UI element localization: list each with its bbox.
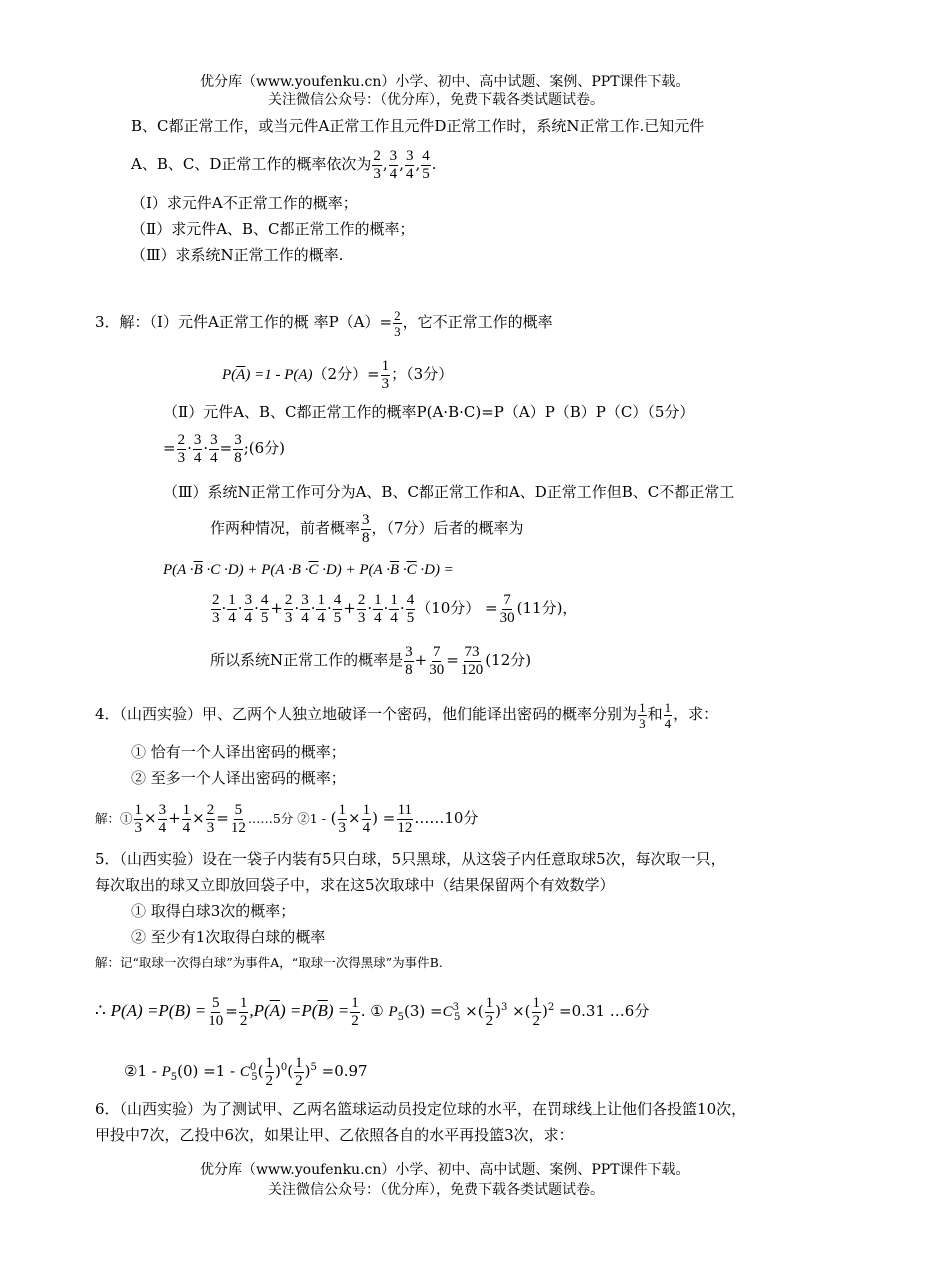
q4-line-1: 4．（山西实验）甲、乙两个人独立地破译一个密码，他们能译出密码的概率分别为 $\frac{1}{3}$ 和 $\frac{1}{4}$ ，求： <box>95 699 719 731</box>
fraction: $\frac{2}{3}$ <box>373 147 381 182</box>
fraction: $\frac{3}{4}$ <box>405 147 414 182</box>
s3-line-6: 作两种情况，前者概率 $\frac{3}{8}$ ，（7分）后者的概率为 <box>210 511 524 546</box>
q5-solution-intro: 解：记“取球一次得白球”为事件A，“取球一次得黑球”为事件B. <box>95 955 443 970</box>
s3-line-3: （Ⅱ）元件A、B、C都正常工作的概率P(A·B·C)=P（A）P（B）P（C）（5分） <box>163 403 695 421</box>
q2-sub-2: （Ⅱ）求元件A、B、C都正常工作的概率； <box>131 220 415 238</box>
q2-line-2: A、B、C、D正常工作的概率依次为 $\frac{2}{3}$ , $\frac{3}{4}$ , $\frac{3}{4}$ , $\frac{4}{5}$ . <box>131 147 437 182</box>
s3-line-9: 所以系统N正常工作的概率是 $\frac{3}{8}$ + $\frac{7}{30}$ = $\frac{73}{120}$ (12分) <box>210 643 532 678</box>
q5-eq-1: ∴ P(A) =P(B) = $\frac{5}{10}$ = $\frac{1}{2}$ $,P(\overline{A}) =P(\overline{B})$ = $\frac{1}{2}$ . ① $P_5(3) =C^3_5$ ×( $\frac{1}{2}$ )$^3$ ×( $\frac{1}{2}$ )$^2$ =0.31 …6分 <box>95 994 650 1029</box>
s3-line-1: 3．解：（Ⅰ）元件A正常工作的概 率P（A）= $\frac{2}{3}$ ，它不正常工作的概率 <box>95 307 553 339</box>
s3-line-2: $P(\overline{A}) =1 - P(A)(2$分）= $\frac{1}{3}$ ；（3分） <box>222 357 454 392</box>
q6-line-2: 甲投中7次，乙投中6次，如果让甲、乙依照各自的水平再投篮3次，求： <box>95 1126 574 1144</box>
footer-line-2: 关注微信公众号：（优分库），免费下载各类试题试卷。 <box>268 1182 604 1198</box>
header-line-2: 关注微信公众号：（优分库），免费下载各类试题试卷。 <box>268 92 604 108</box>
q6-line-1: 6．（山西实验）为了测试甲、乙两名篮球运动员投定位球的水平，在罚球线上让他们各投篮10次， <box>95 1100 747 1118</box>
q5-eq-2: ②1 - $P_5(0) =1 - C^0_5$( $\frac{1}{2}$ )$^0$( $\frac{1}{2}$ )$^5$ =0.97 <box>124 1054 368 1089</box>
fraction: $\frac{4}{5}$ <box>422 147 430 182</box>
q2-sub-1: （Ⅰ）求元件A不正常工作的概率； <box>131 194 358 212</box>
q2-line-2-text: A、B、C、D正常工作的概率依次为 <box>131 155 372 173</box>
header-line-1: 优分库（www.youfenku.cn）小学、初中、高中试题、案例、PPT课件下载。 <box>200 74 690 90</box>
q2-line-1: B、C都正常工作，或当元件A正常工作且元件D正常工作时，系统N正常工作.已知元件 <box>131 117 705 135</box>
q5-line-1: 5．（山西实验）设在一袋子内装有5只白球，5只黑球，从这袋子内任意取球5次，每次取一只， <box>95 850 726 868</box>
s3-line-5: （Ⅲ）系统N正常工作可分为A、B、C都正常工作和A、D正常工作但B、C不都正常工 <box>163 483 735 501</box>
q5-item-2: ② 至少有1次取得白球的概率 <box>131 928 326 946</box>
s3-line-4: = $\frac{2}{3}$ · $\frac{3}{4}$ · $\frac{3}{4}$ = $\frac{3}{8}$ ;(6分) <box>163 431 286 466</box>
q4-item-1: ① 恰有一个人译出密码的概率； <box>131 743 346 761</box>
q5-line-2: 每次取出的球又立即放回袋子中，求在这5次取球中（结果保留两个有效数学） <box>95 876 615 894</box>
s3-line-8: $\frac{2}{3}$ · $\frac{1}{4}$ · $\frac{3}{4}$ · $\frac{4}{5}$ + $\frac{2}{3}$ · $\frac{3}{4}$ · $\frac{1}{4}$ · $\frac{4}{5}$ + $\frac{2}{3}$ · $\frac{1}{4}$ · $\frac{1}{4}$ · $\frac{4}{5}$ （10分） = $\frac{7}{30}$ (11分)， <box>212 591 578 626</box>
q4-item-2: ② 至多一个人译出密码的概率； <box>131 769 346 787</box>
q4-solution: 解：① $\frac{1}{3}$ × $\frac{3}{4}$ + $\frac{1}{4}$ × $\frac{2}{3}$ = $\frac{5}{12}$ ……5分 ②1 - ( $\frac{1}{3}$ × $\frac{1}{4}$ ) = $\frac{11}{12}$ ……10分 <box>95 801 479 836</box>
footer-line-1: 优分库（www.youfenku.cn）小学、初中、高中试题、案例、PPT课件下载。 <box>200 1162 690 1178</box>
q2-sub-3: （Ⅲ）求系统N正常工作的概率. <box>131 246 344 264</box>
fraction: $\frac{3}{4}$ <box>389 147 398 182</box>
q5-item-1: ① 取得白球3次的概率； <box>131 902 296 920</box>
s3-line-7: $P(A \cdot\overline{B} \cdot C \cdot D) + P(A \cdot B \cdot\overline{C} \cdot D) + P(A \cdot\overline{B} \cdot\overline{C} \cdot D)$ = <box>163 562 454 578</box>
